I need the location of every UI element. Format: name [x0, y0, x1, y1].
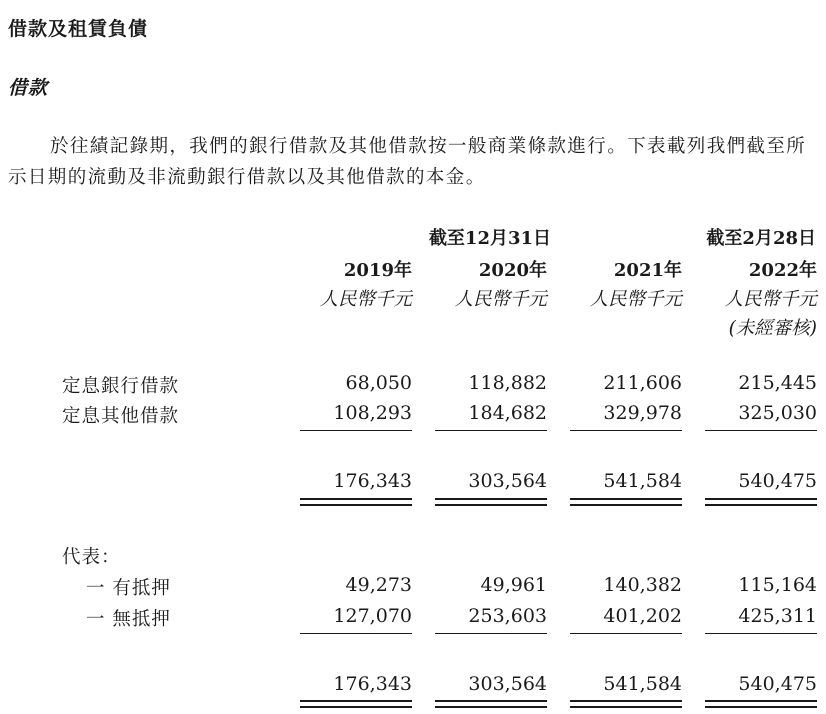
sub-title: 借款	[8, 77, 49, 99]
cell-total1-2022: 540,475	[738, 470, 817, 492]
double-underline2-bottom-2021	[570, 706, 682, 708]
cell-bank-2021: 211,606	[603, 372, 682, 394]
underline-2022	[705, 430, 817, 431]
double-underline-top-2022	[705, 498, 817, 500]
header-year-2022: 2022年	[748, 260, 817, 281]
underline-2019	[300, 430, 412, 431]
row-label-represented-by: 代表：	[62, 547, 121, 568]
row-label-bank-borrowings: 定息銀行借款	[62, 376, 180, 397]
underline2-2022	[705, 633, 817, 634]
unit-2020: 人民幣千元	[454, 289, 547, 310]
cell-other-2019: 108,293	[333, 402, 412, 424]
double-underline2-top-2020	[435, 700, 547, 702]
double-underline2-top-2021	[570, 700, 682, 702]
header-year-2019: 2019年	[343, 260, 412, 281]
row-label-unsecured: 一 無抵押	[86, 609, 171, 630]
cell-total1-2021: 541,584	[603, 470, 682, 492]
double-underline-bottom-2022	[705, 504, 817, 506]
row-label-secured: 一 有抵押	[86, 578, 171, 599]
underline2-2021	[570, 633, 682, 634]
header-year-2020: 2020年	[478, 260, 547, 281]
unit-2021: 人民幣千元	[589, 289, 682, 310]
underline-2020	[435, 430, 547, 431]
section-title: 借款及租賃負債	[8, 18, 149, 40]
double-underline-top-2020	[435, 498, 547, 500]
double-underline-top-2021	[570, 498, 682, 500]
underline-2021	[570, 430, 682, 431]
double-underline-bottom-2019	[300, 504, 412, 506]
header-as-of-dec31: 截至12月31日	[428, 228, 552, 249]
cell-unsecured-2021: 401,202	[603, 605, 682, 627]
cell-secured-2022: 115,164	[738, 574, 817, 596]
unaudited-note: (未經審核)	[728, 318, 817, 339]
cell-secured-2021: 140,382	[603, 574, 682, 596]
cell-other-2020: 184,682	[468, 402, 547, 424]
cell-secured-2020: 49,961	[480, 574, 547, 596]
double-underline-top-2019	[300, 498, 412, 500]
cell-other-2021: 329,978	[603, 402, 682, 424]
double-underline2-top-2022	[705, 700, 817, 702]
intro-paragraph: 於往績記錄期，我們的銀行借款及其他借款按一般商業條款進行。下表載列我們截至所示日期的流動及非流動銀行借款以及其他借款的本金。	[8, 136, 807, 188]
double-underline2-bottom-2019	[300, 706, 412, 708]
double-underline2-top-2019	[300, 700, 412, 702]
underline2-2020	[435, 633, 547, 634]
underline2-2019	[300, 633, 412, 634]
header-year-2021: 2021年	[613, 260, 682, 281]
double-underline-bottom-2021	[570, 504, 682, 506]
cell-secured-2019: 49,273	[345, 574, 412, 596]
cell-unsecured-2022: 425,311	[738, 605, 817, 627]
cell-unsecured-2019: 127,070	[333, 605, 412, 627]
cell-total2-2021: 541,584	[603, 673, 682, 695]
cell-total2-2019: 176,343	[333, 673, 412, 695]
cell-total1-2020: 303,564	[468, 470, 547, 492]
cell-bank-2022: 215,445	[738, 372, 817, 394]
row-label-other-borrowings: 定息其他借款	[62, 406, 180, 427]
cell-unsecured-2020: 253,603	[468, 605, 547, 627]
double-underline-bottom-2020	[435, 504, 547, 506]
unit-2022: 人民幣千元	[724, 289, 817, 310]
unit-2019: 人民幣千元	[319, 289, 412, 310]
header-as-of-feb28: 截至2月28日	[706, 228, 816, 249]
cell-total1-2019: 176,343	[333, 470, 412, 492]
cell-bank-2020: 118,882	[468, 372, 547, 394]
cell-total2-2022: 540,475	[738, 673, 817, 695]
cell-other-2022: 325,030	[738, 402, 817, 424]
cell-total2-2020: 303,564	[468, 673, 547, 695]
double-underline2-bottom-2020	[435, 706, 547, 708]
cell-bank-2019: 68,050	[345, 372, 412, 394]
double-underline2-bottom-2022	[705, 706, 817, 708]
